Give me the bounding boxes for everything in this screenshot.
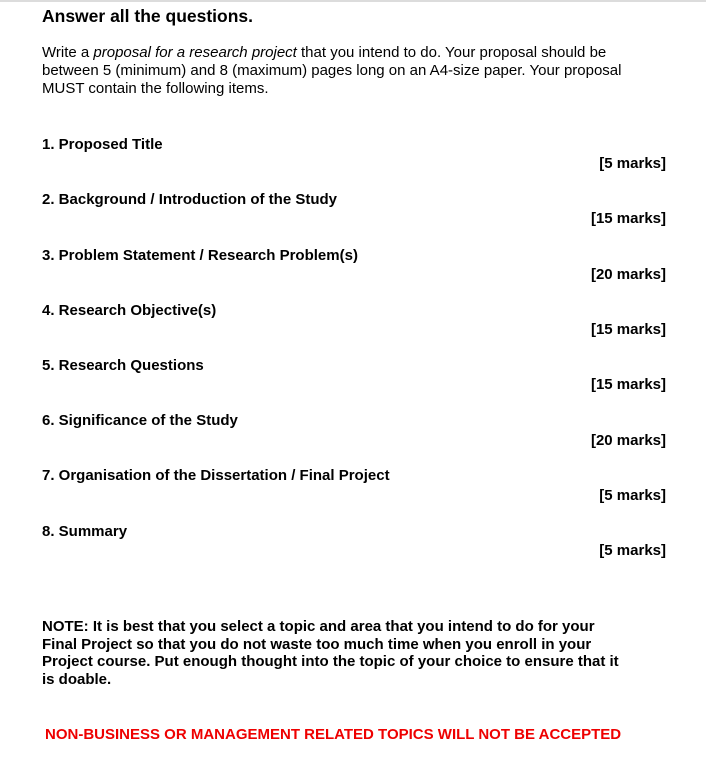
note-paragraph xyxy=(42,618,682,688)
item-2-title: 2. Background / Introduction of the Study xyxy=(42,191,337,208)
item-3-title: 3. Problem Statement / Research Problem(s) xyxy=(42,247,358,264)
warning-notice: NON-BUSINESS OR MANAGEMENT RELATED TOPICS WILL NOT BE ACCEPTED xyxy=(45,726,622,743)
item-2-marks: [15 marks] xyxy=(590,210,666,227)
item-4-title: 4. Research Objective(s) xyxy=(42,302,217,319)
intro-line-1-prefix: Write a xyxy=(42,44,94,61)
item-8-title: 8. Summary xyxy=(42,523,128,540)
top-divider xyxy=(0,0,706,2)
intro-paragraph xyxy=(42,44,682,98)
intro-line-1-suffix: that you intend to do. Your proposal should be xyxy=(296,44,607,61)
note-line-3: Project course. Put enough thought into the topic of your choice to ensure that it xyxy=(42,653,619,671)
item-1-title: 1. Proposed Title xyxy=(42,136,163,153)
note-line-2: Final Project so that you do not waste too much time when you enroll in your xyxy=(42,635,592,653)
item-8-marks: [5 marks] xyxy=(599,542,666,559)
item-1-marks: [5 marks] xyxy=(599,155,666,172)
note-line-4: is doable. xyxy=(42,670,112,688)
item-6-title: 6. Significance of the Study xyxy=(42,412,238,429)
note-line-1: NOTE: It is best that you select a topic and area that you intend to do for your xyxy=(42,618,595,635)
item-4-marks: [15 marks] xyxy=(590,321,666,338)
item-7-title: 7. Organisation of the Dissertation / Final Project xyxy=(42,467,390,484)
intro-line-1 xyxy=(42,44,682,62)
item-7-marks: [5 marks] xyxy=(599,487,666,504)
intro-line-2: between 5 (minimum) and 8 (maximum) pages long on an A4-size paper. Your proposal xyxy=(42,62,622,79)
item-5-title: 5. Research Questions xyxy=(42,357,204,374)
intro-line-3: MUST contain the following items. xyxy=(42,80,269,97)
intro-line-1-emphasis: proposal for a research project xyxy=(93,44,297,61)
item-5-marks: [15 marks] xyxy=(590,376,666,393)
item-6-marks: [20 marks] xyxy=(590,432,666,449)
page-heading: Answer all the questions. xyxy=(42,6,254,26)
item-3-marks: [20 marks] xyxy=(590,266,666,283)
